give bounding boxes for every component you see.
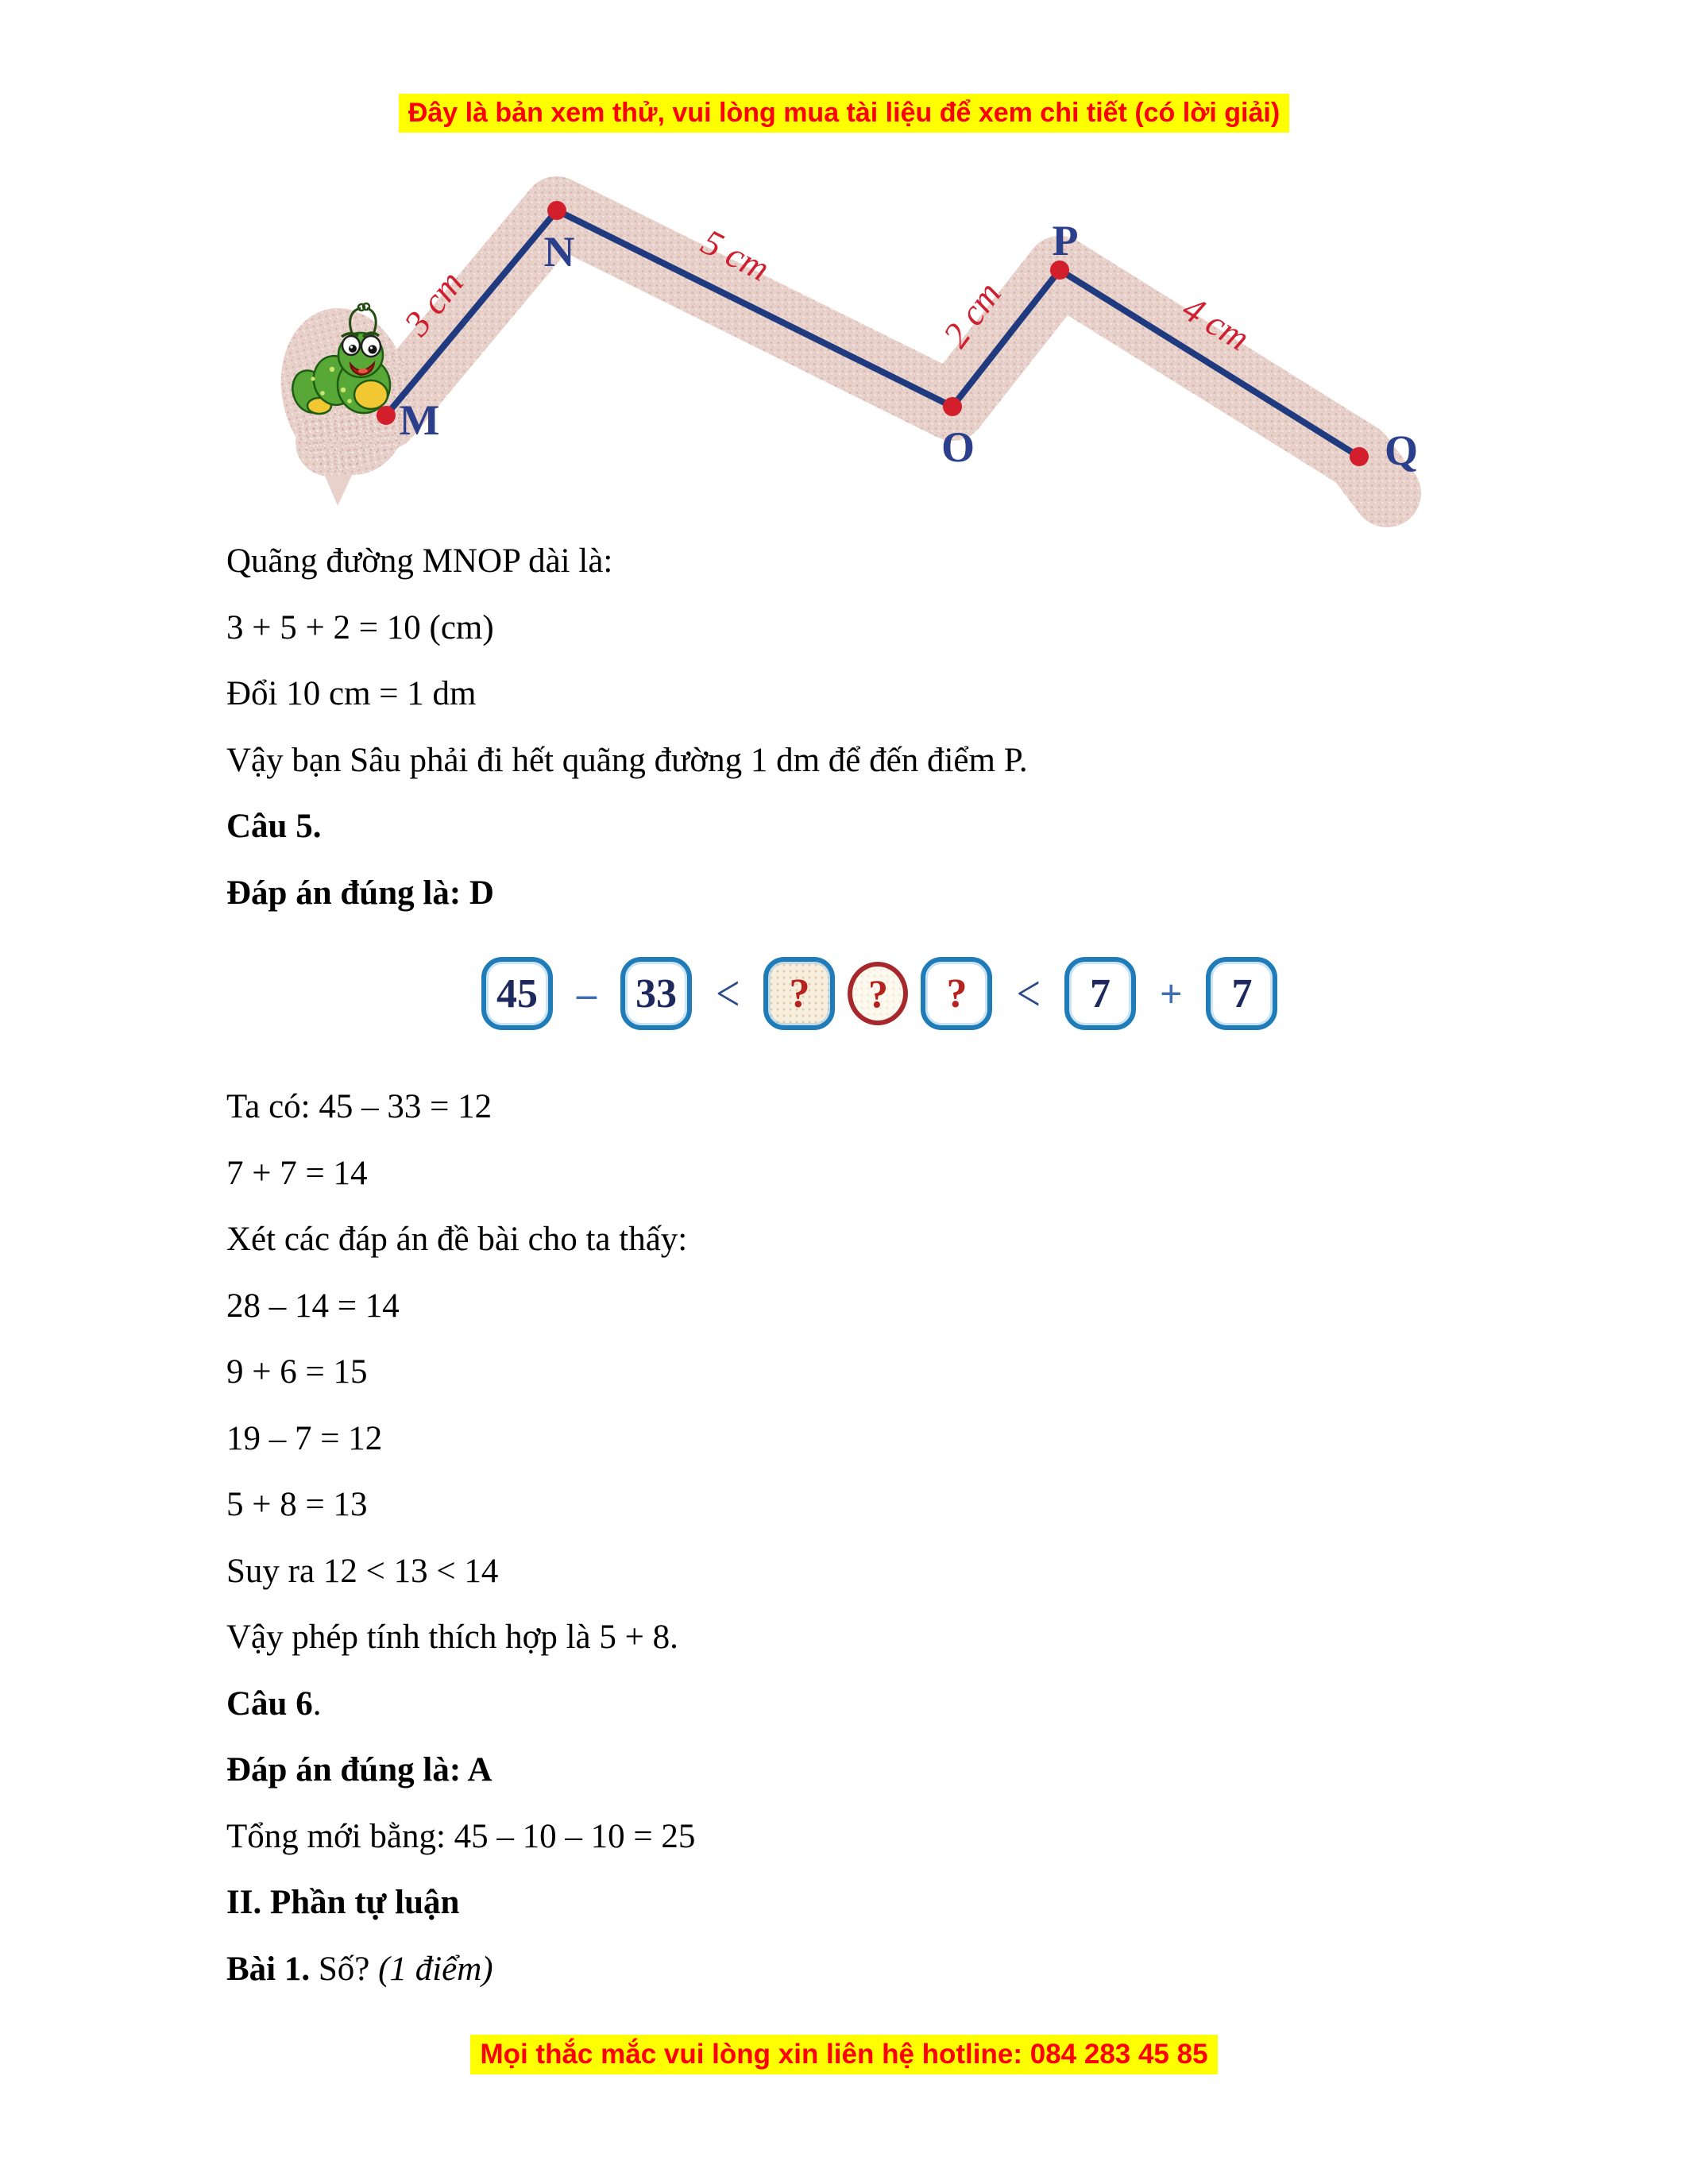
footer-notice-text: Mọi thắc mắc vui lòng xin liên hệ hotline: 084 283 45 85 xyxy=(470,2035,1217,2074)
point-label-N: N xyxy=(543,228,575,276)
text-run: Bài 1. xyxy=(226,1950,311,1988)
segment-label-3cm: 3 cm xyxy=(396,263,472,343)
operator-less-than-2: < xyxy=(1016,965,1041,1022)
solution-line xyxy=(226,860,1028,927)
solution-line xyxy=(226,1273,695,1340)
text-run: 28 – 14 = 14 xyxy=(226,1287,400,1325)
path-figure xyxy=(262,155,1454,536)
text-run: Đổi 10 cm = 1 dm xyxy=(226,675,477,712)
point-label-Q: Q xyxy=(1384,426,1419,474)
solution-line xyxy=(226,1804,695,1870)
question-box-1: ? xyxy=(763,957,835,1030)
text-run: Câu 6 xyxy=(226,1684,313,1723)
point-label-P: P xyxy=(1052,217,1079,264)
text-run: II. Phần tự luận xyxy=(226,1884,460,1921)
segment-label-4cm: 4 cm xyxy=(1176,287,1257,359)
operator-minus: – xyxy=(577,971,597,1016)
text-run: Vậy phép tính thích hợp là 5 + 8. xyxy=(226,1619,678,1656)
solution-line xyxy=(226,528,1028,595)
footer-notice xyxy=(0,2035,1688,2074)
question-circle: ? xyxy=(848,962,908,1025)
text-run: Suy ra 12 < 13 < 14 xyxy=(226,1552,499,1590)
text-run: Đáp án đúng là: A xyxy=(226,1751,492,1788)
text-run: 3 + 5 + 2 = 10 (cm) xyxy=(226,608,494,646)
text-run: (1 điểm) xyxy=(378,1950,493,1988)
text-run: Tổng mới bằng: 45 – 10 – 10 = 25 xyxy=(226,1817,696,1855)
text-run: 19 – 7 = 12 xyxy=(226,1419,383,1457)
text-run: 9 + 6 = 15 xyxy=(226,1353,368,1391)
solution-line xyxy=(226,1206,695,1273)
operator-less-than-1: < xyxy=(716,965,740,1022)
value-box-45: 45 xyxy=(481,957,553,1030)
solution-line xyxy=(226,1339,695,1406)
text-run: Xét các đáp án đề bài cho ta thấy: xyxy=(226,1221,688,1258)
solution-line xyxy=(226,595,1028,662)
solution-line xyxy=(226,1936,695,2003)
solution-line xyxy=(226,1074,695,1140)
solution-line xyxy=(226,1870,695,1936)
vertex-dot-O xyxy=(943,397,962,416)
text-run: Ta có: 45 – 33 = 12 xyxy=(226,1088,492,1125)
text-run: Quãng đường MNOP dài là: xyxy=(226,542,613,580)
text-run: 7 + 7 = 14 xyxy=(226,1154,368,1192)
text-run: . xyxy=(312,1684,322,1723)
text-run: Đáp án đúng là: D xyxy=(226,874,494,912)
value-box-33: 33 xyxy=(620,957,692,1030)
solution-line xyxy=(226,1406,695,1472)
solution-line xyxy=(226,1671,695,1738)
comparison-row xyxy=(481,957,1277,1030)
solution-line xyxy=(226,727,1028,794)
operator-plus: + xyxy=(1159,971,1183,1016)
solution-line xyxy=(226,793,1028,860)
value-box-7b: 7 xyxy=(1206,957,1277,1030)
segment-label-5cm: 5 cm xyxy=(695,221,776,289)
solution-line xyxy=(226,1538,695,1605)
text-run: 5 + 8 = 13 xyxy=(226,1486,368,1523)
point-label-O: O xyxy=(941,423,975,471)
solution-line xyxy=(226,1604,695,1671)
value-box-7a: 7 xyxy=(1064,957,1136,1030)
question-box-2: ? xyxy=(921,957,992,1030)
vertex-dot-Q xyxy=(1350,447,1369,466)
text-run: Số? xyxy=(310,1950,379,1988)
solution-block-2 xyxy=(226,1074,695,2002)
segment-label-2cm: 2 cm xyxy=(934,274,1009,355)
vertex-dot-M xyxy=(377,406,396,425)
solution-line xyxy=(226,1472,695,1538)
solution-line xyxy=(226,1140,695,1207)
header-notice xyxy=(0,94,1688,133)
header-notice-text: Đây là bản xem thử, vui lòng mua tài liệu để xem chi tiết (có lời giải) xyxy=(399,94,1289,133)
solution-line xyxy=(226,661,1028,727)
solution-line xyxy=(226,1737,695,1804)
text-run: Câu 5. xyxy=(226,808,322,845)
text-run: Vậy bạn Sâu phải đi hết quãng đường 1 dm để đến điểm P. xyxy=(226,741,1028,779)
vertex-dot-N xyxy=(547,201,566,220)
solution-block-1 xyxy=(226,528,1028,926)
point-label-M: M xyxy=(399,396,440,444)
